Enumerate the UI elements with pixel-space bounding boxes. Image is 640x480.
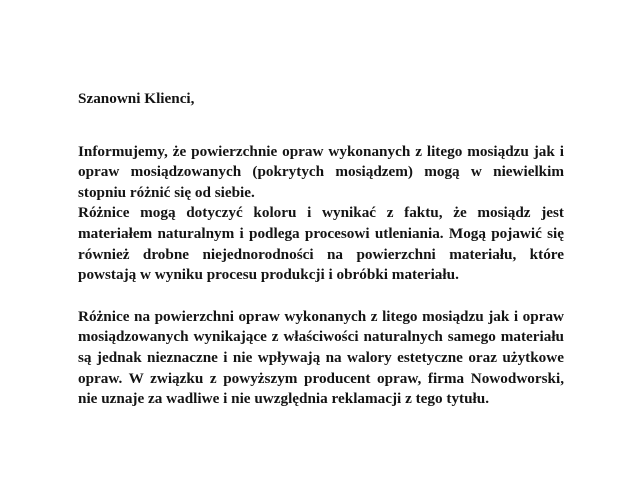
notice-letter xyxy=(78,89,564,410)
paragraph-color-variation-notice: Informujemy, że powierzchnie opraw wykonanych z litego mosiądzu jak i opraw mosiądzowanych (pokrytych mosiądzem) mogą w niewielkim stopniu różnić się od siebie. xyxy=(78,142,564,201)
salutation: Szanowni Klienci, xyxy=(78,90,195,107)
paragraph-complaint-policy: Różnice na powierzchni opraw wykonanych z litego mosiądzu jak i opraw mosiądzowanych wynikające z właściwości naturalnych samego materiału są jednak nieznaczne i nie wpływają na walory estetyczne oraz użytkowe opraw. W związku z powyższym producent opraw, firma Nowodworski, nie uznaje za wadliwe i nie uwzględnia reklamacji z tego tytułu. xyxy=(78,307,564,408)
paragraph-oxidation-explanation: Różnice mogą dotyczyć koloru i wynikać z faktu, że mosiądz jest materiałem naturalnym i podlega procesowi utleniania. Mogą pojawić się również drobne niejednorodności na powierzchni materiału, które powstają w wyniku procesu produkcji i obróbki materiału. xyxy=(78,204,564,284)
